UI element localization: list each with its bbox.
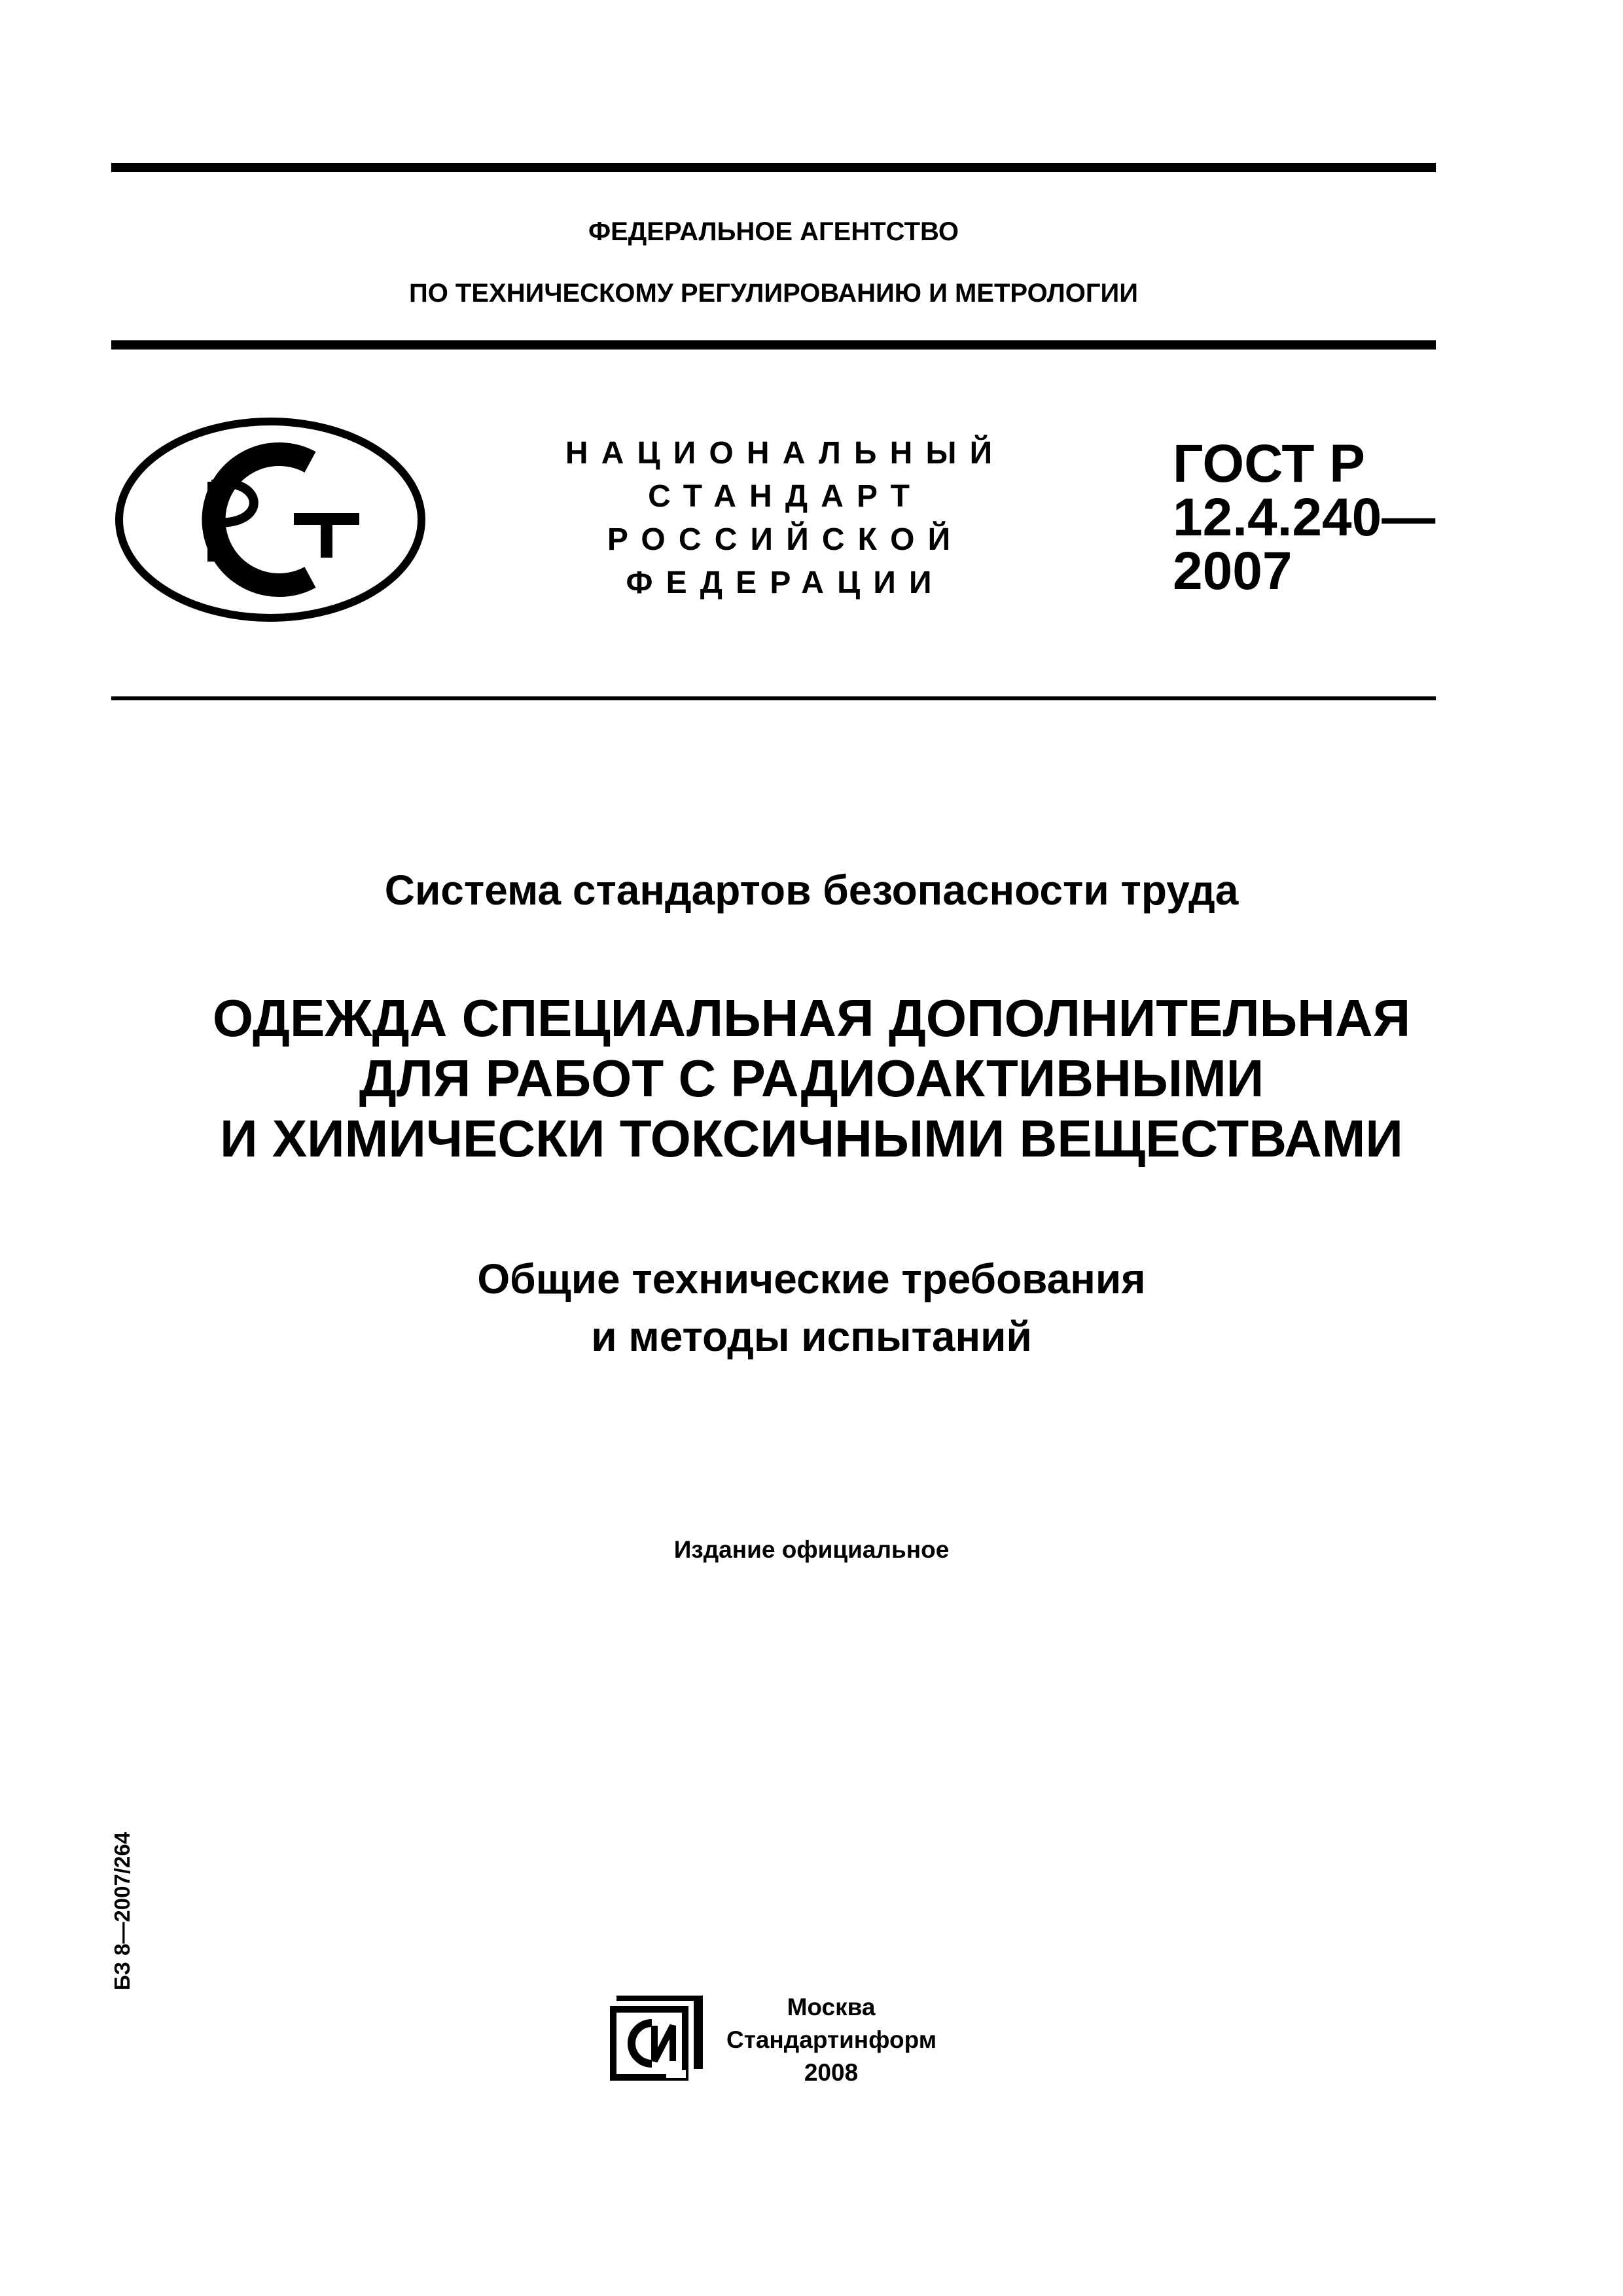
publisher-year: 2008 xyxy=(804,2059,859,2086)
designation-line-2: 12.4.240— xyxy=(1173,488,1436,547)
header-rule xyxy=(111,340,1436,350)
agency-name-line-1: ФЕДЕРАЛЬНОЕ АГЕНТСТВО xyxy=(588,217,959,246)
national-standard-label xyxy=(537,432,1021,605)
agency-name-line-2: ПО ТЕХНИЧЕСКОМУ РЕГУЛИРОВАНИЮ И МЕТРОЛОГИИ xyxy=(408,279,1139,308)
title-line-3: И ХИМИЧЕСКИ ТОКСИЧНЫМИ ВЕЩЕСТВАМИ xyxy=(220,1109,1403,1168)
national-standard-line-1: НАЦИОНАЛЬНЫЙ xyxy=(565,436,1006,471)
publisher-name: Стандартинформ xyxy=(726,2026,937,2053)
rst-logo-icon xyxy=(114,416,427,623)
side-catalog-note: БЗ 8—2007/264 xyxy=(110,1831,134,1991)
document-subtitle xyxy=(0,1250,1623,1365)
national-standard-line-2: СТАНДАРТ xyxy=(648,479,923,514)
national-standard-line-3: РОССИЙСКОЙ xyxy=(607,522,964,557)
edition-label: Издание официальное xyxy=(673,1536,950,1563)
publisher-block xyxy=(726,1991,936,2089)
subtitle-line-2: и методы испытаний xyxy=(591,1313,1032,1360)
title-line-1: ОДЕЖДА СПЕЦИАЛЬНАЯ ДОПОЛНИТЕЛЬНАЯ xyxy=(212,989,1411,1047)
national-standard-line-4: ФЕДЕРАЦИИ xyxy=(626,565,945,600)
designation-line-1: ГОСТ Р xyxy=(1173,434,1365,493)
designation-rule xyxy=(111,696,1436,700)
standards-series-title: Система стандартов безопасности труда xyxy=(384,867,1239,914)
standartinform-logo-icon xyxy=(607,1993,705,2083)
standard-designation xyxy=(1173,434,1436,601)
subtitle-line-1: Общие технические требования xyxy=(477,1255,1146,1302)
designation-line-3: 2007 xyxy=(1173,541,1293,601)
document-title xyxy=(0,988,1623,1169)
publisher-city: Москва xyxy=(787,1994,876,2020)
top-rule xyxy=(111,163,1436,172)
title-line-2: ДЛЯ РАБОТ С РАДИОАКТИВНЫМИ xyxy=(359,1049,1264,1107)
